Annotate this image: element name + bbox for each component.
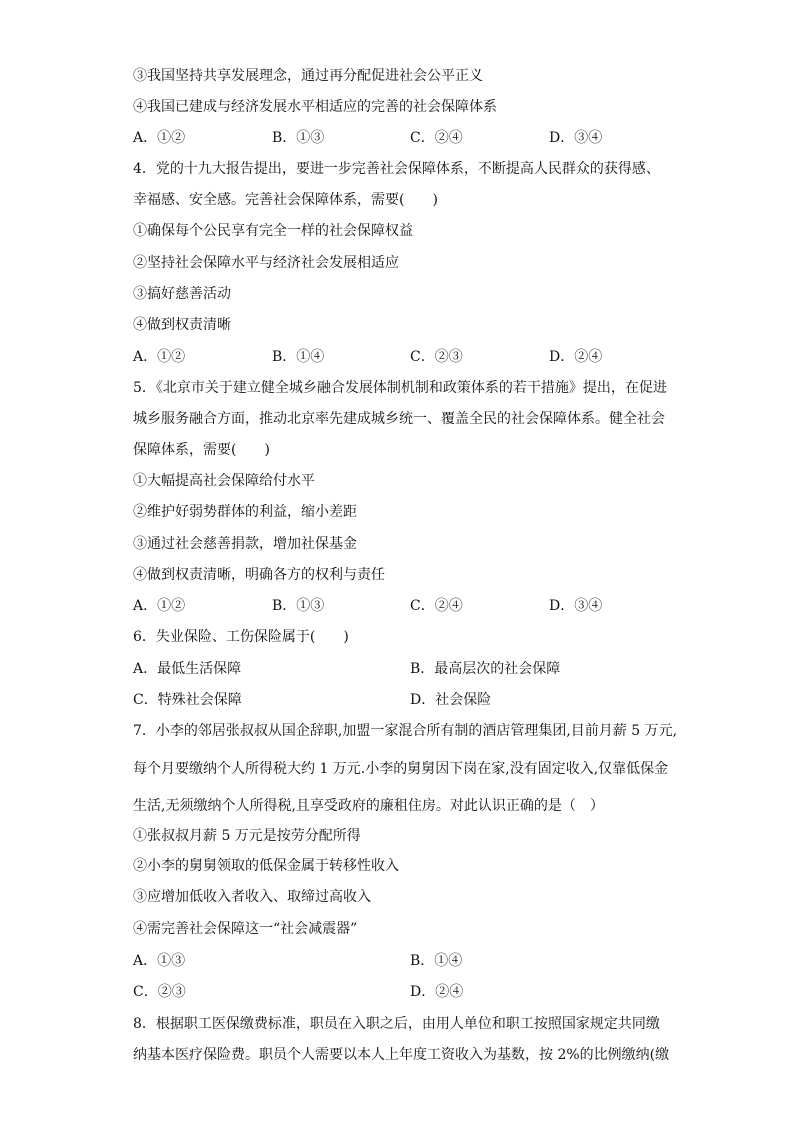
q3-option-b[interactable]: B．①③: [272, 130, 325, 146]
q8-stem-line-1: 8．根据职工医保缴费标准，职员在入职之后，由用人单位和职工按照国家规定共同缴: [133, 1016, 660, 1032]
q7-stem-line-2: 每个月要缴纳个人所得税大约 1 万元.小李的舅舅因下岗在家,没有固定收入,仅靠低保金: [133, 761, 669, 777]
q6-option-c[interactable]: C．特殊社会保障: [133, 692, 242, 708]
q4-stem-line-1: 4．党的十九大报告提出，要进一步完善社会保障体系，不断提高人民群众的获得感、: [133, 161, 660, 177]
q7-statement-2: ②小李的舅舅领取的低保金属于转移性收入: [133, 858, 399, 874]
q7-stem-line-1: 7．小李的邻居张叔叔从国企辞职,加盟一家混合所有制的酒店管理集团,目前月薪 5 万元,: [133, 723, 678, 739]
q8-stem-line-2: 纳基本医疗保险费。职员个人需要以本人上年度工资收入为基数，按 2%的比例缴纳(缴: [133, 1047, 670, 1063]
q6-option-b[interactable]: B．最高层次的社会保障: [410, 661, 561, 677]
q5-statement-3: ③通过社会慈善捐款，增加社保基金: [133, 536, 357, 552]
q5-stem-line-2: 城乡服务融合方面，推动北京率先建成城乡统一、覆盖全民的社会保障体系。健全社会: [133, 411, 665, 427]
q6-option-d[interactable]: D．社会保险: [410, 692, 492, 708]
q4-statement-1: ①确保每个公民享有完全一样的社会保障权益: [133, 223, 413, 239]
q5-option-c[interactable]: C．②④: [410, 598, 463, 614]
q7-option-c[interactable]: C．②③: [133, 984, 186, 1000]
q4-statement-2: ②坚持社会保障水平与经济社会发展相适应: [133, 255, 399, 271]
q4-option-b[interactable]: B．①④: [272, 349, 325, 365]
q4-option-a[interactable]: A．①②: [133, 349, 186, 365]
q7-statement-3: ③应增加低收入者收入、取缔过高收入: [133, 889, 371, 905]
q4-statement-3: ③搞好慈善活动: [133, 286, 231, 302]
q7-statement-4: ④需完善社会保障这一“社会减震器”: [133, 921, 358, 937]
q5-stem-line-1: 5．《北京市关于建立健全城乡融合发展体制机制和政策体系的若干措施》提出，在促进: [133, 380, 667, 396]
q7-stem-line-3: 生活,无须缴纳个人所得税,且享受政府的廉租住房。对此认识正确的是（ ）: [133, 798, 604, 814]
q3-statement-3: ③我国坚持共享发展理念，通过再分配促进社会公平正义: [133, 68, 483, 84]
q6-stem: 6．失业保险、工伤保险属于( ): [133, 629, 349, 645]
q7-option-d[interactable]: D．②④: [410, 984, 464, 1000]
q4-statement-4: ④做到权责清晰: [133, 317, 231, 333]
q5-statement-4: ④做到权责清晰，明确各方的权利与责任: [133, 567, 385, 583]
q5-statement-1: ①大幅提高社会保障给付水平: [133, 473, 315, 489]
q3-statement-4: ④我国已建成与经济发展水平相适应的完善的社会保障体系: [133, 99, 497, 115]
q5-option-d[interactable]: D．③④: [549, 598, 603, 614]
q3-option-a[interactable]: A．①②: [133, 130, 186, 146]
q5-statement-2: ②维护好弱势群体的利益，缩小差距: [133, 504, 357, 520]
q7-option-a[interactable]: A．①③: [133, 953, 186, 969]
q5-option-a[interactable]: A．①②: [133, 598, 186, 614]
q7-option-b[interactable]: B．①④: [410, 953, 463, 969]
q4-option-c[interactable]: C．②③: [410, 349, 463, 365]
q5-stem-line-3: 保障体系，需要( ): [133, 442, 270, 458]
q3-option-d[interactable]: D．③④: [549, 130, 603, 146]
q7-statement-1: ①张叔叔月薪 5 万元是按劳分配所得: [133, 828, 361, 844]
q4-stem-line-2: 幸福感、安全感。完善社会保障体系，需要( ): [133, 192, 438, 208]
q3-option-c[interactable]: C．②④: [410, 130, 463, 146]
q5-option-b[interactable]: B．①③: [272, 598, 325, 614]
q6-option-a[interactable]: A．最低生活保障: [133, 661, 242, 677]
q4-option-d[interactable]: D．②④: [549, 349, 603, 365]
